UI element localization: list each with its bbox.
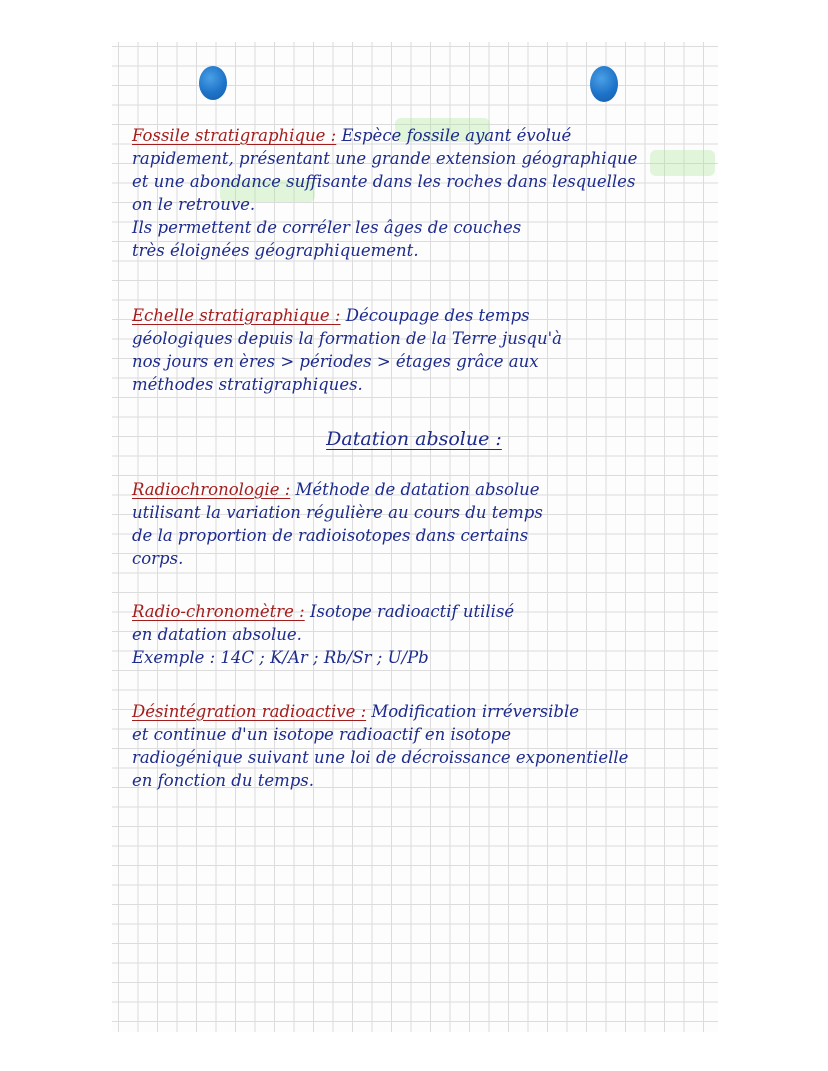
definition-text: Méthode de datation absolue	[290, 480, 540, 499]
section-heading	[0, 428, 828, 450]
definition-line: radiogénique suivant une loi de décroissance exponentielle	[132, 748, 629, 767]
definition-desintegration-radioactive	[132, 700, 717, 792]
definition-radiochronologie	[132, 478, 717, 570]
definition-line: très éloignées géographiquement.	[132, 241, 419, 260]
definition-term: Fossile stratigraphique :	[132, 126, 337, 145]
definition-line: méthodes stratigraphiques.	[132, 375, 363, 394]
definition-line: rapidement, présentant une grande extension géographique	[132, 149, 638, 168]
definition-line	[132, 304, 717, 327]
definition-term: Désintégration radioactive :	[132, 702, 367, 721]
definition-line: géologiques depuis la formation de la Terre jusqu'à	[132, 329, 562, 348]
definition-term: Echelle stratigraphique :	[132, 306, 341, 325]
definition-example: Exemple : 14C ; K/Ar ; Rb/Sr ; U/Pb	[132, 648, 429, 667]
definition-line	[132, 600, 717, 623]
definition-text: Espèce fossile ayant évolué	[336, 126, 572, 145]
section-heading-text: Datation absolue :	[326, 428, 502, 450]
definition-text: Découpage des temps	[340, 306, 530, 325]
definition-echelle-stratigraphique	[132, 304, 717, 396]
definition-fossile-stratigraphique	[132, 124, 717, 262]
definition-radiochronometre	[132, 600, 717, 669]
definition-line: utilisant la variation régulière au cours du temps	[132, 503, 543, 522]
definition-line: on le retrouve.	[132, 195, 256, 214]
definition-line: Ils permettent de corréler les âges de couches	[132, 218, 522, 237]
definition-line: et une abondance suffisante dans les roches dans lesquelles	[132, 172, 636, 191]
definition-line	[132, 124, 717, 147]
definition-line: nos jours en ères > périodes > étages grâce aux	[132, 352, 539, 371]
pushpin-left-icon	[199, 66, 227, 100]
definition-term: Radiochronologie :	[132, 480, 291, 499]
definition-term: Radio-chronomètre :	[132, 602, 305, 621]
definition-line: de la proportion de radioisotopes dans certains	[132, 526, 529, 545]
definition-line: en fonction du temps.	[132, 771, 315, 790]
definition-text: Isotope radioactif utilisé	[304, 602, 515, 621]
definition-text: Modification irréversible	[366, 702, 579, 721]
definition-line: et continue d'un isotope radioactif en isotope	[132, 725, 512, 744]
definition-line: en datation absolue.	[132, 625, 302, 644]
definition-line	[132, 478, 717, 501]
definition-line: corps.	[132, 549, 184, 568]
definition-line	[132, 700, 717, 723]
pushpin-right-icon	[590, 66, 618, 102]
